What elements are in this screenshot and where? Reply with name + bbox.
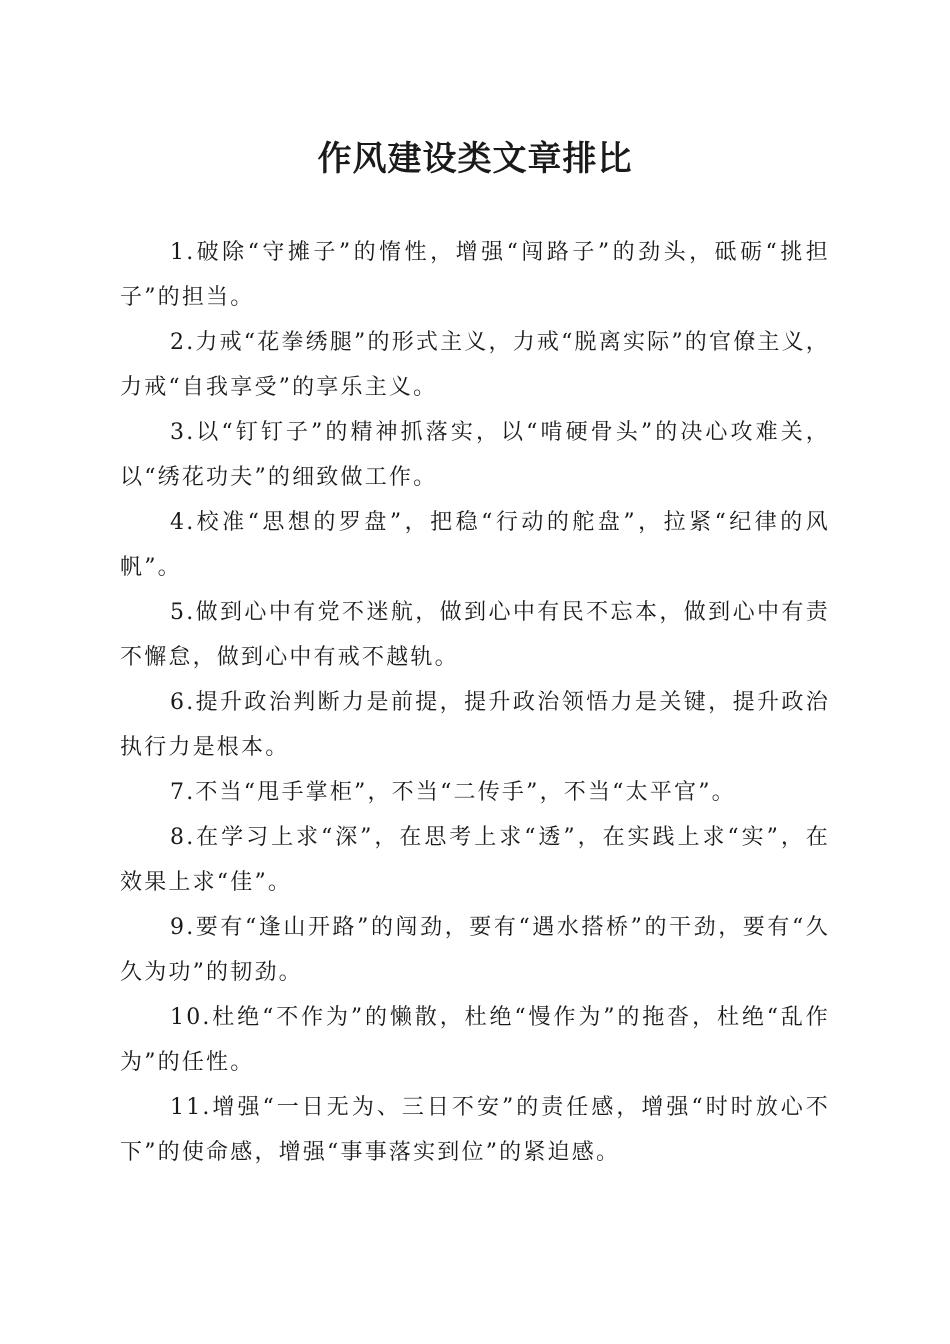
paragraph-7: 7.不当“甩手掌柜”，不当“二传手”，不当“太平官”。 xyxy=(170,780,736,805)
document-body xyxy=(120,230,830,1175)
paragraph-2: 2.力戒“花拳绣腿”的形式主义，力戒“脱离实际”的官僚主义，力戒“自我享受”的享乐主义。 xyxy=(120,330,830,400)
paragraph-3: 3.以“钉钉子”的精神抓落实，以“啃硬骨头”的决心攻难关，以“绣花功夫”的细致做工作。 xyxy=(120,420,830,490)
paragraph-1: 1.破除“守摊子”的惰性，增强“闯路子”的劲头，砥砺“挑担子”的担当。 xyxy=(120,240,830,310)
paragraph-8: 8.在学习上求“深”，在思考上求“透”，在实践上求“实”，在效果上求“佳”。 xyxy=(120,825,830,895)
paragraph-10: 10.杜绝“不作为”的懒散，杜绝“慢作为”的拖沓，杜绝“乱作为”的任性。 xyxy=(120,1005,830,1075)
paragraph-11: 11.增强“一日无为、三日不安”的责任感，增强“时时放心不下”的使命感，增强“事事落实到位”的紧迫感。 xyxy=(120,1095,830,1165)
paragraph-5: 5.做到心中有党不迷航，做到心中有民不忘本，做到心中有责不懈怠，做到心中有戒不越轨。 xyxy=(120,600,830,670)
paragraph-9: 9.要有“逢山开路”的闯劲，要有“遇水搭桥”的干劲，要有“久久为功”的韧劲。 xyxy=(120,915,830,985)
paragraph-6: 6.提升政治判断力是前提，提升政治领悟力是关键，提升政治执行力是根本。 xyxy=(120,690,830,760)
document-title: 作风建设类文章排比 xyxy=(317,139,633,179)
paragraph-4: 4.校准“思想的罗盘”，把稳“行动的舵盘”，拉紧“纪律的风帆”。 xyxy=(120,510,830,580)
